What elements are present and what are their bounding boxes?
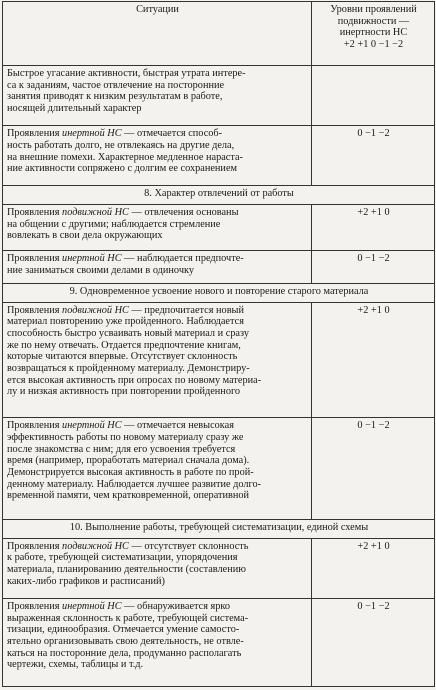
table-row xyxy=(3,66,435,126)
table-row xyxy=(3,302,435,418)
situation-line: Проявления инертной НС — наблюдается предпочте- xyxy=(7,253,244,265)
section-title: 8. Характер отвлечений от работы xyxy=(3,186,435,205)
situation-line: на общении с другими; наблюдается стремление xyxy=(7,218,221,230)
level-cell: 0 −1 −2 xyxy=(312,418,435,520)
nervous-system-type: инертной НС xyxy=(62,253,122,265)
table-body xyxy=(3,66,435,687)
level-cell: +2 +1 0 xyxy=(312,205,435,251)
header-levels-line: подвижности — xyxy=(337,15,410,27)
situation-line: вовлекать в свои дела окружающих xyxy=(7,230,163,242)
situation-line: временной памяти, чем кратковременной, оперативной xyxy=(7,490,250,502)
situation-line: время (например, проработать материал сначала дома). xyxy=(7,455,250,467)
level-cell xyxy=(312,66,435,126)
situation-line: же по нему отвечать. Отдается предпочтение книгам, xyxy=(7,339,241,351)
level-cell: 0 −1 −2 xyxy=(312,598,435,686)
table-row xyxy=(3,126,435,186)
situation-line: Проявления инертной НС — обнаруживается ярко xyxy=(7,600,231,612)
header-levels xyxy=(312,2,435,66)
situation-line: Проявления подвижной НС — предпочитается новый xyxy=(7,304,244,316)
header-situations-label: Ситуации xyxy=(136,4,179,15)
nervous-system-type: инертной НС xyxy=(62,600,122,612)
situation-line: са к заданиям, частое отвлечение на посторонние xyxy=(7,79,225,91)
situation-cell xyxy=(3,598,312,686)
table-row xyxy=(3,251,435,283)
situation-line: Проявления подвижной НС — отвлечения основаны xyxy=(7,207,239,219)
table-header-row xyxy=(3,2,435,66)
level-cell: 0 −1 −2 xyxy=(312,126,435,186)
level-cell: +2 +1 0 xyxy=(312,302,435,418)
situation-line: на внешние помехи. Характерное медленное нараста- xyxy=(7,151,243,163)
nervous-system-type: инертной НС xyxy=(62,420,122,432)
section-title: 9. Одновременное усвоение нового и повторение старого материала xyxy=(3,283,435,302)
situation-line: чертежи, схемы, таблицы и т.д. xyxy=(7,659,144,671)
nervous-system-type: подвижной НС xyxy=(62,304,129,316)
situation-line: занятия приводят к низким результатам в работе, xyxy=(7,91,223,103)
situation-line: лу и низкая активность при повторении пройденного xyxy=(7,386,241,398)
situation-line: тизации, единообразия. Отмечается умение самосто- xyxy=(7,624,240,636)
situation-line: Проявления инертной НС — отмечается невысокая xyxy=(7,420,234,432)
situation-line: носящей длительный характер xyxy=(7,103,142,115)
header-levels-label xyxy=(316,4,431,51)
header-levels-line: Уровни проявлений xyxy=(330,4,417,15)
table-row xyxy=(3,598,435,686)
situation-line: каться на посторонние дела, продуманно располагать xyxy=(7,647,242,659)
situation-cell xyxy=(3,126,312,186)
situation-line: Проявления подвижной НС — отсутствует склонность xyxy=(7,540,249,552)
situation-line: материала, планированию деятельности (составлению xyxy=(7,564,246,576)
situation-line: Проявления инертной НС — отмечается способ- xyxy=(7,128,223,140)
situation-line: к работе, требующей систематизации, упорядочения xyxy=(7,552,238,564)
situation-line: денному материалу. Наблюдается лучшее развитие долго- xyxy=(7,478,262,490)
situation-line: Быстрое угасание активности, быстрая утрата интере- xyxy=(7,68,246,79)
situation-line: способность быстро усваивать новый материал и сразу xyxy=(7,327,249,339)
situation-cell xyxy=(3,66,312,126)
situation-line: возвращаться к пройденному материалу. Демонстриру- xyxy=(7,363,250,375)
situation-cell xyxy=(3,302,312,418)
section-header-row xyxy=(3,283,435,302)
nervous-system-type: подвижной НС xyxy=(62,207,129,219)
table-row xyxy=(3,205,435,251)
situation-line: Демонстрируется высокая активность в работе по прой- xyxy=(7,467,254,479)
header-situations xyxy=(3,2,312,66)
section-title: 10. Выполнение работы, требующей систематизации, единой схемы xyxy=(3,520,435,539)
nervous-system-type: инертной НС xyxy=(62,128,122,140)
situation-line: ние активности сопряжено с долгим ее сохранением xyxy=(7,163,238,175)
situation-cell xyxy=(3,538,312,598)
situation-line: выраженная склонность к работе, требующей система- xyxy=(7,612,249,624)
situation-line: каких-либо графиков и расписаний) xyxy=(7,575,165,587)
header-levels-line: инертности НС xyxy=(339,27,408,39)
level-cell: 0 −1 −2 xyxy=(312,251,435,283)
header-levels-line: +2 +1 0 −1 −2 xyxy=(343,39,404,51)
situation-line: эффективность работы по новому материалу сразу же xyxy=(7,431,244,443)
level-cell: +2 +1 0 xyxy=(312,538,435,598)
document-table xyxy=(2,1,435,687)
table-row xyxy=(3,418,435,520)
situation-line: ние заниматься своими делами в одиночку xyxy=(7,265,195,277)
section-header-row xyxy=(3,520,435,539)
situation-line: которые читаются впервые. Отсутствует склонность xyxy=(7,351,238,363)
situation-line: материал повторению уже пройденного. Наблюдается xyxy=(7,316,244,328)
nervous-system-type: подвижной НС xyxy=(62,540,129,552)
situation-cell xyxy=(3,418,312,520)
table-row xyxy=(3,538,435,598)
situation-line: после знакомства с ним; для его усвоения требуется xyxy=(7,443,236,455)
situation-line: ется высокая активность при опросах по новому материа- xyxy=(7,374,262,386)
situation-cell xyxy=(3,251,312,283)
situation-line: ятельно организовывать свою деятельность, не отвле- xyxy=(7,636,244,648)
situation-cell xyxy=(3,205,312,251)
section-header-row xyxy=(3,186,435,205)
situation-line: ность работать долго, не отвлекаясь на другие дела, xyxy=(7,139,235,151)
